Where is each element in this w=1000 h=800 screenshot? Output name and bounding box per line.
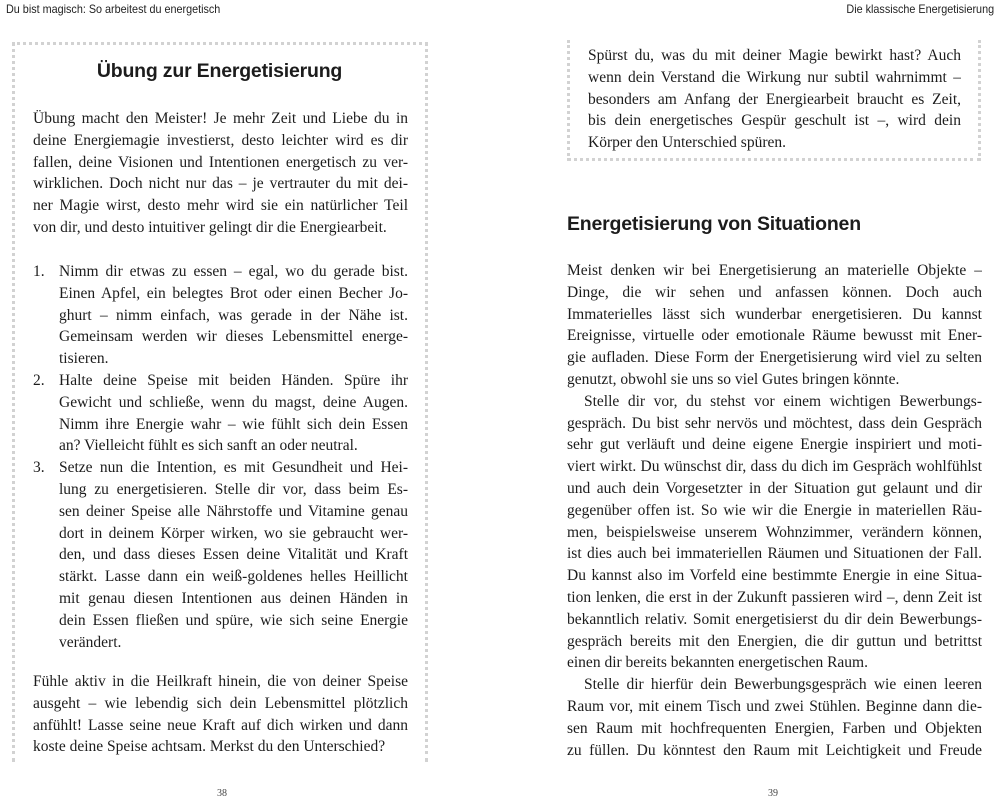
paragraph bbox=[567, 674, 982, 761]
text-line: besonders am Anfang der Energiearbeit braucht es Zeit, bbox=[588, 90, 961, 108]
running-head-right: Die klassische Energetisierung bbox=[846, 2, 994, 16]
text-line: zu füllen. Du könntest den Raum mit Leichtigkeit und Freude bbox=[567, 741, 982, 759]
running-head-left: Du bist magisch: So arbeitest du energetisch bbox=[6, 2, 221, 16]
text-line: fallen, deine Visionen und Intentionen energetisch zu ver- bbox=[33, 153, 408, 171]
text-line: bekanntlich relativ. Somit energetisierst du dir dein Bewerbungs- bbox=[567, 610, 982, 628]
text-line: wenn dein Verstand die Wirkung nur subtil wahrnimmt – bbox=[588, 68, 961, 86]
text-line: Nimm ihre Energie wahr – wie fühlt sich dein Essen bbox=[59, 415, 408, 433]
text-line: men, beispielsweise unserem Wohnzimmer, verändern können, bbox=[567, 523, 982, 541]
exercise-box-title: Übung zur Energetisierung bbox=[96, 60, 343, 82]
text-line: Du kannst also im Vorfeld eine bestimmte Energie in eine Situa- bbox=[567, 567, 982, 585]
section-body bbox=[567, 260, 982, 761]
list-item bbox=[33, 457, 408, 653]
text-line: dort in deinem Körper wirken, wo sie gebraucht wer- bbox=[59, 524, 408, 542]
list-item-number: 3. bbox=[33, 459, 45, 477]
text-line: verändert. bbox=[59, 633, 122, 651]
text-line: Setze nun die Intention, es mit Gesundheit und Hei- bbox=[59, 459, 408, 477]
section-heading: Energetisierung von Situationen bbox=[567, 213, 861, 235]
text-line: Stelle dir vor, du stehst vor einem wichtigen Bewerbungs- bbox=[584, 392, 982, 410]
list-item bbox=[33, 261, 408, 370]
text-line: stärkt. Lasse dann ein weiß-goldenes helles Heillicht bbox=[59, 568, 408, 586]
text-line: viert wirkt. Du wünschst dir, dass du dich im Gespräch wohlfühlst bbox=[567, 458, 982, 476]
text-line: tion lenken, die erst in der Zukunft passieren wird –, denn Zeit ist bbox=[567, 588, 982, 606]
text-line: einen dir bereits bekannten energetischen Raum. bbox=[567, 654, 868, 672]
exercise-steps-list bbox=[33, 261, 408, 653]
text-line: Übung macht den Meister! Je mehr Zeit und Liebe du in bbox=[33, 110, 408, 127]
text-line: Immaterielles lässt sich wunderbar energetisieren. Du kannst bbox=[567, 305, 982, 323]
text-line: Spürst du, was du mit deiner Magie bewirkt hast? Auch bbox=[588, 47, 961, 64]
text-line: Gewicht und schließe, wenn du magst, deine Augen. bbox=[59, 393, 408, 411]
text-line: deine Energiemagie investierst, desto leichter wird es dir bbox=[33, 131, 408, 149]
text-line: Halte deine Speise mit beiden Händen. Spüre ihr bbox=[59, 371, 408, 389]
text-line: ist dies auch bei immateriellen Räumen und Situationen der Fall. bbox=[567, 545, 982, 563]
paragraph bbox=[567, 391, 982, 674]
page-number-right: 39 bbox=[768, 788, 778, 799]
text-line: sen Raum mit hochfrequenten Energien, Farben und Objekten bbox=[567, 719, 982, 737]
text-line: koste deine Speise achtsam. Merkst du den Unterschied? bbox=[33, 738, 386, 756]
text-line: Dinge, die wir sehen und anfassen können. Doch auch bbox=[567, 283, 982, 301]
text-line: sen deiner Speise alle Nährstoffe und Vitamine genau bbox=[59, 502, 408, 520]
text-line: Nimm dir etwas zu essen – egal, wo du gerade bist. bbox=[59, 263, 408, 280]
text-line: wirklichen. Doch nicht nur das – je vertrauter du mit dei- bbox=[33, 175, 408, 193]
exercise-outro-paragraph bbox=[33, 671, 408, 758]
text-line: Meist denken wir bei Energetisierung an materielle Objekte – bbox=[567, 262, 982, 279]
list-item bbox=[33, 370, 408, 457]
text-line: Fühle aktiv in die Heilkraft hinein, die von deiner Speise bbox=[33, 673, 408, 690]
text-line: genutzt, obwohl sie uns so viel Gutes bringen könnte. bbox=[567, 370, 900, 388]
text-line: lung zu energetisieren. Stelle dir vor, dass beim Es- bbox=[59, 480, 408, 498]
text-line: gie aufladen. Diese Form der Energetisierung wird viel zu selten bbox=[567, 349, 982, 367]
text-line: Körper den Unterschied spüren. bbox=[588, 134, 786, 152]
text-line: bis dein energetisches Gespür geschult ist –, wird dein bbox=[588, 112, 961, 130]
text-line: Gemeinsam werden wir dieses Lebensmittel energe- bbox=[59, 328, 408, 346]
text-line: tisieren. bbox=[59, 350, 109, 368]
text-line: Ereignisse, virtuelle oder emotionale Räume bewusst mit Ener- bbox=[567, 327, 982, 345]
text-line: Stelle dir hierfür dein Bewerbungsgespräch wie einen leeren bbox=[584, 676, 982, 694]
text-line: Raum vor, mit einem Tisch und zwei Stühlen. Beginne dann die- bbox=[567, 697, 982, 715]
text-line: ausgeht – wie lebendig sich dein Lebensmittel plötzlich bbox=[33, 694, 408, 712]
text-line: gespräch bereits mit den Energien, die dir guttun und betrittst bbox=[567, 632, 982, 650]
text-line: an? Vielleicht fühlt es sich sanft an oder neutral. bbox=[59, 437, 358, 455]
exercise-intro-paragraph bbox=[33, 108, 408, 239]
text-line: ghurt – nimm einfach, was gerade in der Nähe ist. bbox=[59, 306, 408, 324]
text-line: anfühlt! Lasse seine neue Kraft auf dich wirken und dann bbox=[33, 716, 408, 734]
paragraph bbox=[567, 260, 982, 391]
text-line: ner Magie wirst, desto mehr wird sie ein natürlicher Teil bbox=[33, 197, 408, 215]
exercise-box-continuation-text bbox=[588, 45, 961, 154]
text-line: mit genau diesen Intentionen aus deinen Händen in bbox=[59, 589, 408, 607]
text-line: gegenüber offen ist. So wie wir die Energie in materiellen Räu- bbox=[567, 501, 982, 519]
list-item-number: 1. bbox=[33, 263, 45, 280]
text-line: dein Essen fließen und spüre, wie sich seine Energie bbox=[59, 611, 408, 629]
page-number-left: 38 bbox=[217, 788, 227, 799]
text-line: den, und dass dieses Essen deine Vitalität und Kraft bbox=[59, 546, 408, 564]
text-line: gespräch. Du bist sehr nervös und möchtest, dass dein Gespräch bbox=[567, 414, 982, 432]
list-item-number: 2. bbox=[33, 371, 45, 389]
text-line: und auch dein Vorgesetzter in der Situation gut gelaunt und dir bbox=[567, 479, 982, 497]
text-line: sehr gut verläuft und deine eigene Energie inspiriert und moti- bbox=[567, 436, 982, 454]
text-line: Einen Apfel, ein belegtes Brot oder einen Becher Jo- bbox=[59, 284, 408, 302]
text-line: von dir, und desto intuitiver gelingt dir die Energiearbeit. bbox=[33, 218, 387, 236]
